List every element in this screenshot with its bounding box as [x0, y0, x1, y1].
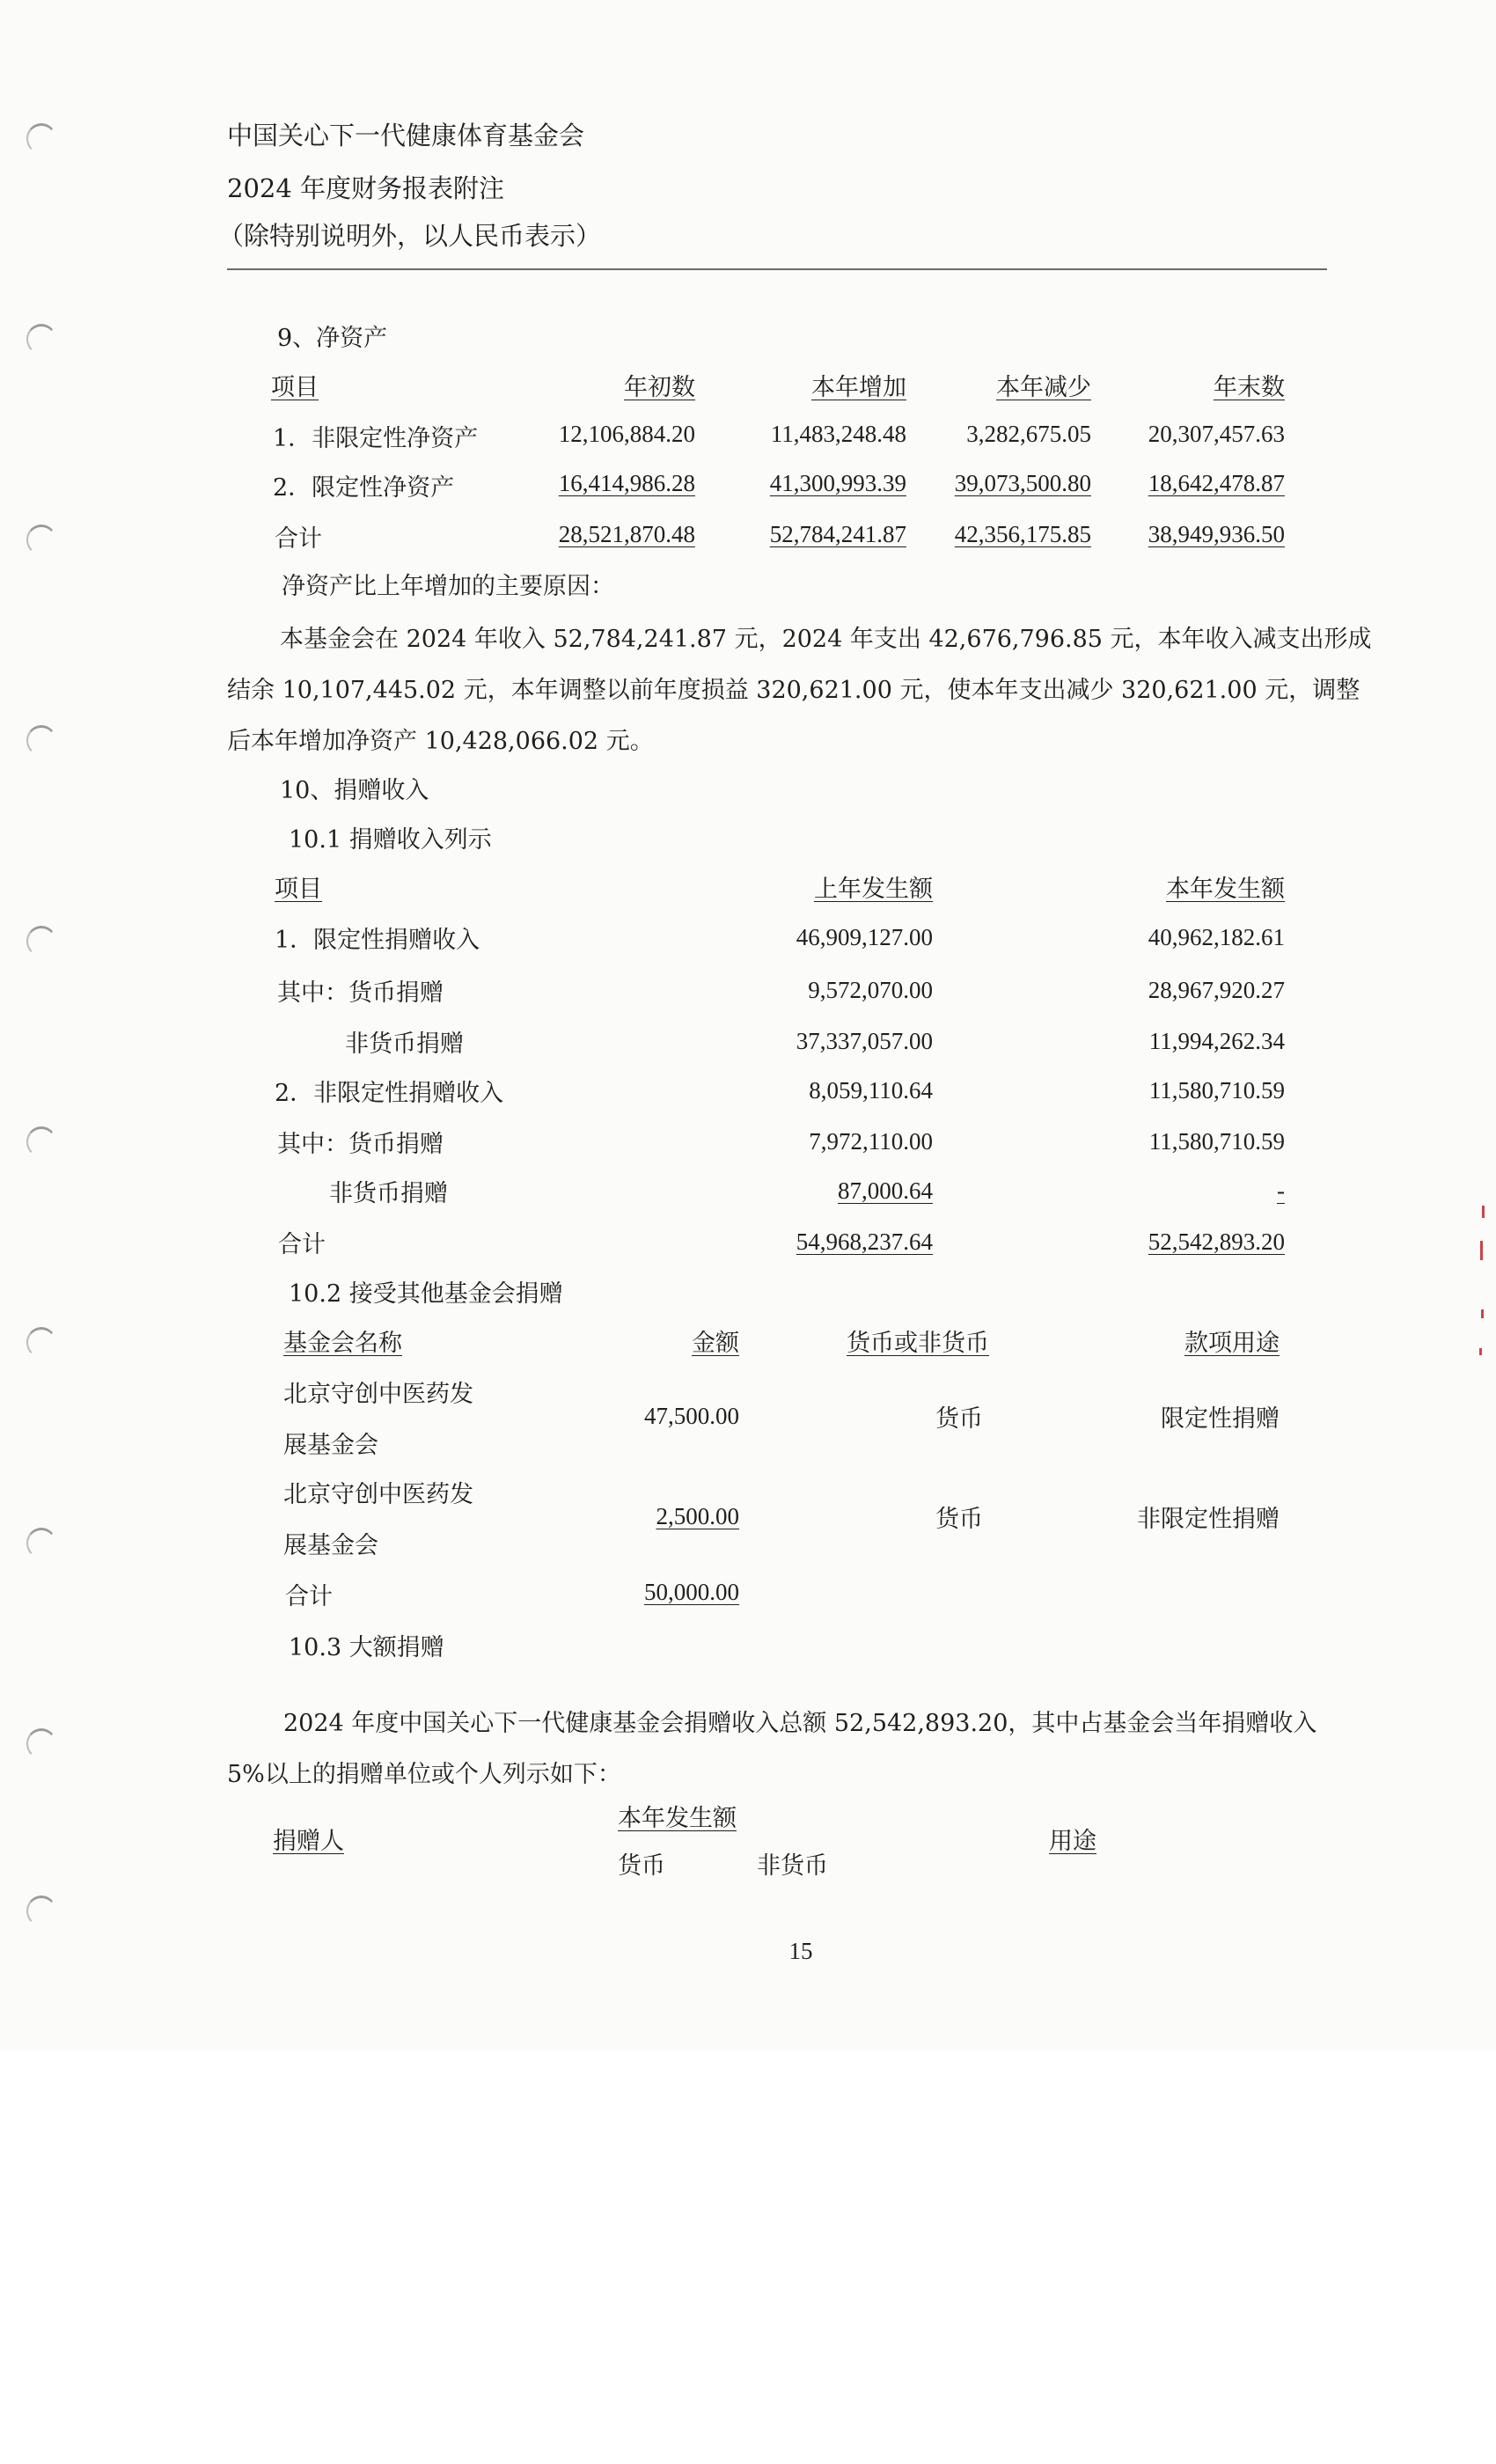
cell-increase: 11,483,248.48	[770, 421, 906, 447]
cell-end: 20,307,457.63	[1148, 421, 1285, 447]
col-header-prev: 上年发生额	[814, 876, 933, 903]
binder-hole-icon	[26, 123, 56, 154]
paragraph-line: 结余 10,107,445.02 元，本年调整以前年度损益 320,621.00 元，使本年支出减少 320,621.00 元，调整	[227, 677, 1360, 704]
cell-end: 18,642,478.87	[1148, 470, 1285, 496]
foundation-name-line1: 北京守创中医药发	[283, 1481, 473, 1508]
cell-prev: 8,059,110.64	[809, 1077, 933, 1104]
col-header-cash: 货币	[618, 1852, 665, 1880]
binder-hole-icon	[26, 1528, 56, 1558]
col-header-end: 年末数	[1214, 374, 1285, 401]
foundation-name-line1: 北京守创中医药发	[283, 1381, 473, 1408]
col-header-name: 基金会名称	[283, 1330, 402, 1357]
binder-hole-icon	[26, 324, 56, 355]
row-item: 非货币捐赠	[345, 1030, 464, 1058]
col-header-increase: 本年增加	[811, 374, 906, 401]
total-label: 合计	[285, 1583, 333, 1610]
stamp-mark	[1480, 1241, 1483, 1260]
cell-curr: 40,962,182.61	[1148, 924, 1285, 950]
cell-curr: 11,580,710.59	[1148, 1077, 1285, 1104]
row-item: 2．限定性净资产	[273, 474, 455, 502]
section-10-1-title: 10.1 捐赠收入列示	[289, 826, 492, 854]
foundation-name-line2: 展基金会	[283, 1432, 378, 1459]
row-item: 其中：货币捐赠	[277, 1131, 444, 1158]
col-header-use: 用途	[1049, 1828, 1096, 1855]
cell-end: 38,949,936.50	[1148, 521, 1285, 547]
paragraph-line: 2024 年度中国关心下一代健康基金会捐赠收入总额 52,542,893.20，其中占基金会当年捐赠收入	[283, 1710, 1317, 1737]
col-header-donor: 捐赠人	[273, 1828, 344, 1855]
col-header-noncash: 非货币	[757, 1852, 828, 1880]
stamp-mark	[1479, 1348, 1482, 1355]
binder-hole-icon	[26, 725, 56, 756]
cell-begin: 28,521,870.48	[558, 521, 695, 547]
col-header-use: 款项用途	[1184, 1330, 1280, 1357]
cell-decrease: 39,073,500.80	[954, 470, 1091, 496]
col-header-item: 项目	[271, 374, 319, 401]
cell-type: 货币	[935, 1506, 983, 1533]
cell-increase: 41,300,993.39	[769, 470, 906, 496]
paragraph-line: 5%以上的捐赠单位或个人列示如下：	[227, 1761, 621, 1788]
col-header-amount: 金额	[692, 1330, 739, 1357]
row-item: 1．限定性捐赠收入	[275, 927, 480, 954]
total-amount: 50,000.00	[644, 1579, 739, 1605]
header-currency-note: （除特别说明外，以人民币表示）	[218, 221, 602, 251]
section-10-3-title: 10.3 大额捐赠	[289, 1634, 444, 1661]
row-item: 1．非限定性净资产	[273, 425, 479, 452]
cell-use: 非限定性捐赠	[1137, 1506, 1280, 1533]
cell-amount: 2,500.00	[656, 1503, 739, 1529]
paragraph-line: 后本年增加净资产 10,428,066.02 元。	[227, 728, 654, 755]
cell-prev: 7,972,110.00	[809, 1128, 933, 1155]
row-item: 合计	[275, 525, 322, 553]
col-header-decrease: 本年减少	[996, 374, 1091, 401]
cell-amount: 47,500.00	[644, 1403, 739, 1429]
col-header-curr: 本年发生额	[1166, 876, 1285, 903]
binder-hole-icon	[26, 1896, 56, 1926]
section-9-title: 9、净资产	[277, 325, 388, 352]
net-assets-reason-title: 净资产比上年增加的主要原因：	[282, 573, 614, 600]
col-header-amount: 本年发生额	[618, 1805, 737, 1832]
cell-prev: 54,968,237.64	[796, 1228, 933, 1255]
cell-curr: 11,994,262.34	[1148, 1028, 1285, 1054]
cell-curr: 28,967,920.27	[1148, 977, 1285, 1003]
col-header-type: 货币或非货币	[847, 1330, 989, 1357]
cell-increase: 52,784,241.87	[769, 521, 906, 547]
cell-begin: 16,414,986.28	[558, 470, 695, 496]
cell-decrease: 42,356,175.85	[954, 521, 1091, 547]
stamp-mark	[1482, 1206, 1485, 1218]
cell-begin: 12,106,884.20	[558, 421, 695, 447]
foundation-name-line2: 展基金会	[283, 1532, 378, 1559]
binder-hole-icon	[26, 1728, 56, 1759]
page-number: 15	[788, 1938, 813, 1964]
row-item: 非货币捐赠	[329, 1180, 448, 1207]
section-10-2-title: 10.2 接受其他基金会捐赠	[289, 1280, 563, 1308]
cell-curr: 11,580,710.59	[1148, 1128, 1285, 1155]
cell-decrease: 3,282,675.05	[966, 421, 1091, 447]
binder-hole-icon	[26, 1126, 56, 1157]
cell-type: 货币	[935, 1405, 983, 1433]
col-header-begin: 年初数	[624, 374, 695, 401]
header-report-title: 2024 年度财务报表附注	[227, 173, 505, 203]
paragraph-line: 本基金会在 2024 年收入 52,784,241.87 元，2024 年支出 42,676,796.85 元，本年收入减支出形成	[280, 626, 1372, 653]
stamp-mark	[1481, 1309, 1484, 1318]
binder-hole-icon	[26, 926, 56, 957]
cell-use: 限定性捐赠	[1161, 1405, 1280, 1433]
col-header-item: 项目	[275, 876, 322, 903]
section-10-title: 10、捐赠收入	[280, 777, 429, 804]
header-rule	[227, 268, 1327, 270]
row-item: 其中：货币捐赠	[277, 979, 444, 1007]
cell-prev: 87,000.64	[838, 1177, 933, 1204]
binder-hole-icon	[26, 524, 56, 555]
row-item: 2．非限定性捐赠收入	[275, 1080, 504, 1107]
row-item: 合计	[278, 1231, 326, 1258]
cell-prev: 46,909,127.00	[796, 924, 933, 950]
cell-curr: -	[1277, 1177, 1285, 1204]
binder-hole-icon	[26, 1327, 56, 1358]
cell-prev: 9,572,070.00	[808, 977, 933, 1003]
cell-prev: 37,337,057.00	[796, 1028, 933, 1054]
cell-curr: 52,542,893.20	[1148, 1228, 1285, 1255]
header-org: 中国关心下一代健康体育基金会	[227, 121, 585, 150]
